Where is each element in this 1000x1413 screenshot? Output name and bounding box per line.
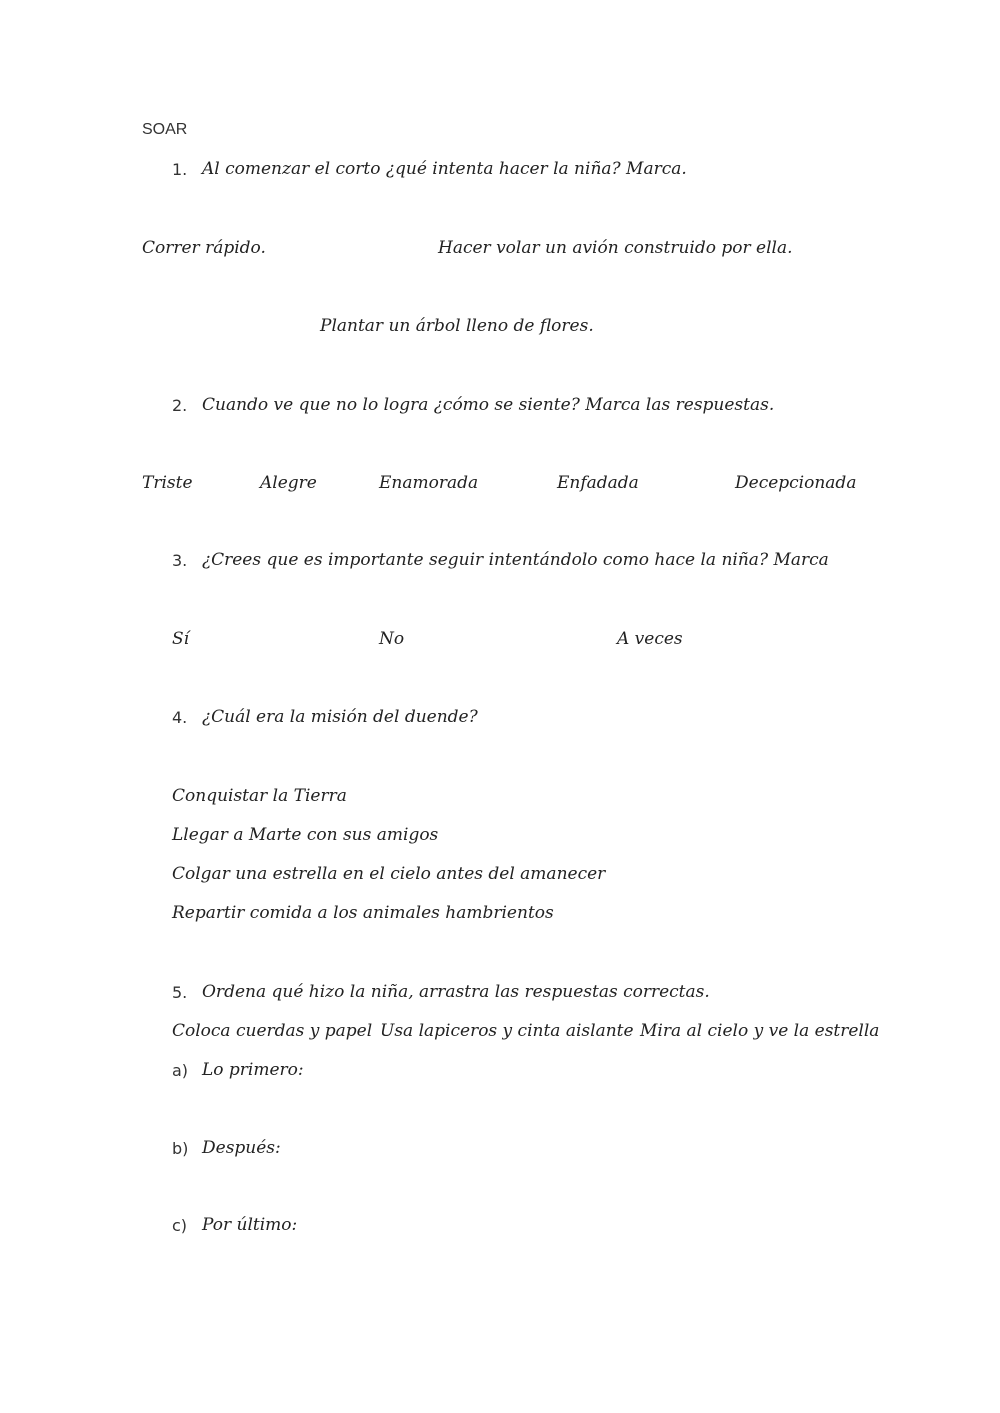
question-3-number: 3. <box>172 551 188 570</box>
q5-drop-zone-c[interactable] <box>300 1212 660 1238</box>
q1-option-correr[interactable]: Correr rápido. <box>142 238 266 258</box>
worksheet-title: SOAR <box>142 121 188 138</box>
q5-drag-cuerdas[interactable]: Coloca cuerdas y papel <box>172 1021 373 1041</box>
q3-option-no[interactable]: No <box>379 629 405 649</box>
question-1-text: Al comenzar el corto ¿qué intenta hacer la niña? Marca. <box>202 159 687 179</box>
q5-slot-a-marker: a) <box>172 1061 189 1080</box>
q2-option-alegre[interactable]: Alegre <box>260 473 317 493</box>
q3-option-si[interactable]: Sí <box>172 629 190 649</box>
q5-drag-lapiceros[interactable]: Usa lapiceros y cinta aislante <box>380 1021 634 1041</box>
q5-slot-c-label: Por último: <box>202 1215 298 1235</box>
q4-option-estrella[interactable]: Colgar una estrella en el cielo antes del amanecer <box>172 864 606 884</box>
q2-option-decepcionada[interactable]: Decepcionada <box>735 473 857 493</box>
q4-option-conquistar[interactable]: Conquistar la Tierra <box>172 786 347 806</box>
q5-slot-c-marker: c) <box>172 1216 188 1235</box>
q2-option-triste[interactable]: Triste <box>142 473 193 493</box>
question-5-number: 5. <box>172 983 188 1002</box>
question-2-text: Cuando ve que no lo logra ¿cómo se siente? Marca las respuestas. <box>202 395 775 415</box>
q2-option-enamorada[interactable]: Enamorada <box>379 473 479 493</box>
question-1-number: 1. <box>172 160 188 179</box>
question-5-text: Ordena qué hizo la niña, arrastra las respuestas correctas. <box>202 982 710 1002</box>
q1-option-arbol[interactable]: Plantar un árbol lleno de flores. <box>320 316 594 336</box>
q4-option-marte[interactable]: Llegar a Marte con sus amigos <box>172 825 439 845</box>
q5-slot-b-label: Después: <box>202 1138 281 1158</box>
question-3-text: ¿Crees que es importante seguir intentándolo como hace la niña? Marca <box>202 550 829 570</box>
q5-slot-b-marker: b) <box>172 1139 189 1158</box>
question-4-text: ¿Cuál era la misión del duende? <box>202 707 478 727</box>
q3-option-a-veces[interactable]: A veces <box>617 629 683 649</box>
question-2-number: 2. <box>172 396 188 415</box>
q4-option-comida[interactable]: Repartir comida a los animales hambrientos <box>172 903 554 923</box>
q2-option-enfadada[interactable]: Enfadada <box>557 473 639 493</box>
question-4-number: 4. <box>172 708 188 727</box>
q5-drop-zone-a[interactable] <box>300 1057 660 1083</box>
q5-drag-estrella[interactable]: Mira al cielo y ve la estrella <box>640 1021 880 1041</box>
q1-option-avion[interactable]: Hacer volar un avión construido por ella. <box>438 238 793 258</box>
q5-slot-a-label: Lo primero: <box>202 1060 304 1080</box>
q5-drop-zone-b[interactable] <box>300 1135 660 1161</box>
